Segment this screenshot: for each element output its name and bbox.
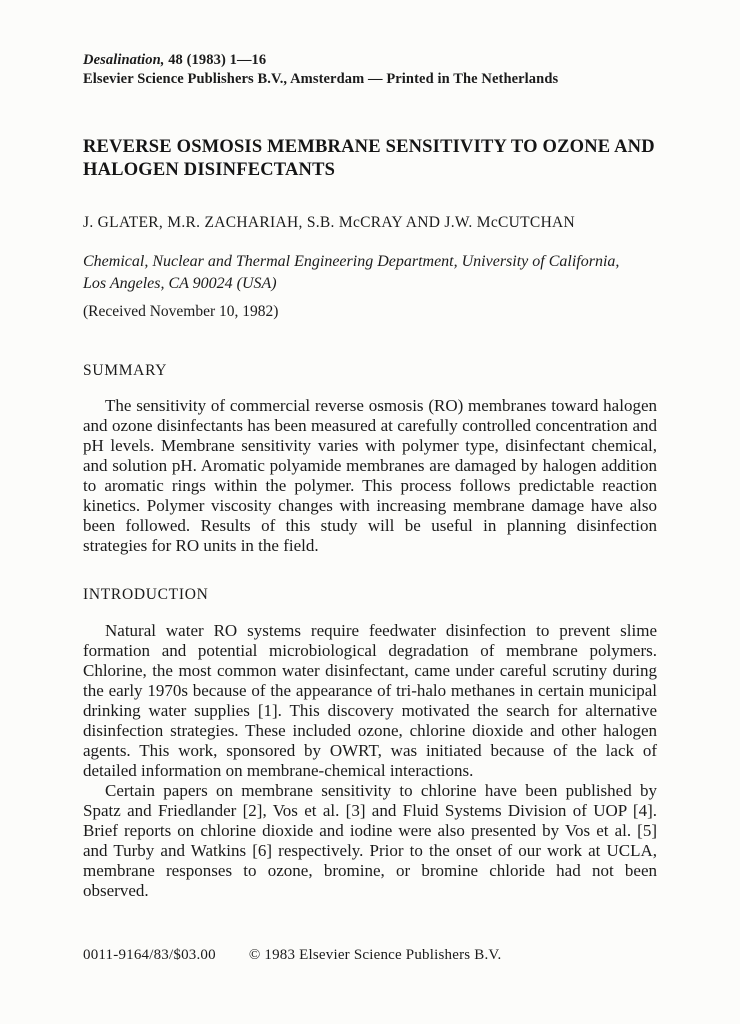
introduction-paragraph-1: Natural water RO systems require feedwater disinfection to prevent slime formation and potential microbiological degradation of membrane polymers. Chlorine, the most common water disinfectant, came under careful scrutiny during the early 1970s because of the appearance of tri-halo methanes in certain municipal drinking water supplies [1]. This discovery motivated the search for alternative disinfection strategies. These included ozone, chlorine dioxide and other halogen agents. This work, sponsored by OWRT, was initiated because of the lack of detailed information on membrane-chemical interactions. (83, 621, 657, 780)
journal-citation (83, 51, 657, 70)
authors-line: J. GLATER, M.R. ZACHARIAH, S.B. McCRAY AND J.W. McCUTCHAN (83, 214, 576, 231)
affiliation-line2: Los Angeles, CA 90024 (USA) (83, 274, 277, 292)
publisher-line: Elsevier Science Publishers B.V., Amsterdam — Printed in The Netherlands (83, 70, 559, 87)
introduction-paragraph-2: Certain papers on membrane sensitivity to chlorine have been published by Spatz and Friedlander [2], Vos et al. [3] and Fluid Systems Division of UOP [4]. Brief reports on chlorine dioxide and iodine were also presented by Vos et al. [5] and Turby and Watkins [6] respectively. Prior to the onset of our work at UCLA, membrane responses to ozone, bromine, or bromine chloride had not been observed. (83, 781, 657, 900)
journal-citation-rest: 48 (1983) 1—16 (164, 52, 267, 68)
issn-price: 0011-9164/83/$03.00 (83, 947, 216, 963)
received-date: (Received November 10, 1982) (83, 303, 279, 320)
page-footer (83, 947, 657, 964)
journal-header (83, 51, 657, 88)
paper-title (83, 136, 657, 182)
paper-title-line1: REVERSE OSMOSIS MEMBRANE SENSITIVITY TO OZONE AND (83, 137, 655, 157)
introduction-section (83, 621, 657, 901)
affiliation-line1: Chemical, Nuclear and Thermal Engineering Department, University of California, (83, 253, 620, 270)
journal-name: Desalination, (83, 52, 165, 68)
summary-section (83, 396, 657, 556)
paper-title-line2: HALOGEN DISINFECTANTS (83, 160, 336, 180)
affiliation (83, 251, 657, 294)
copyright-notice: © 1983 Elsevier Science Publishers B.V. (248, 947, 502, 963)
summary-heading: SUMMARY (83, 362, 168, 379)
introduction-heading: INTRODUCTION (83, 586, 209, 603)
summary-paragraph: The sensitivity of commercial reverse osmosis (RO) membranes toward halogen and ozone disinfectants has been measured at carefully controlled concentration and pH levels. Membrane sensitivity varies with polymer type, disinfectant chemical, and solution pH. Aromatic polyamide membranes are damaged by halogen addition to aromatic rings within the polymer. This process follows predictable reaction kinetics. Polymer viscosity changes with increasing membrane damage have also been followed. Results of this study will be useful in planning disinfection strategies for RO units in the field. (83, 396, 657, 555)
